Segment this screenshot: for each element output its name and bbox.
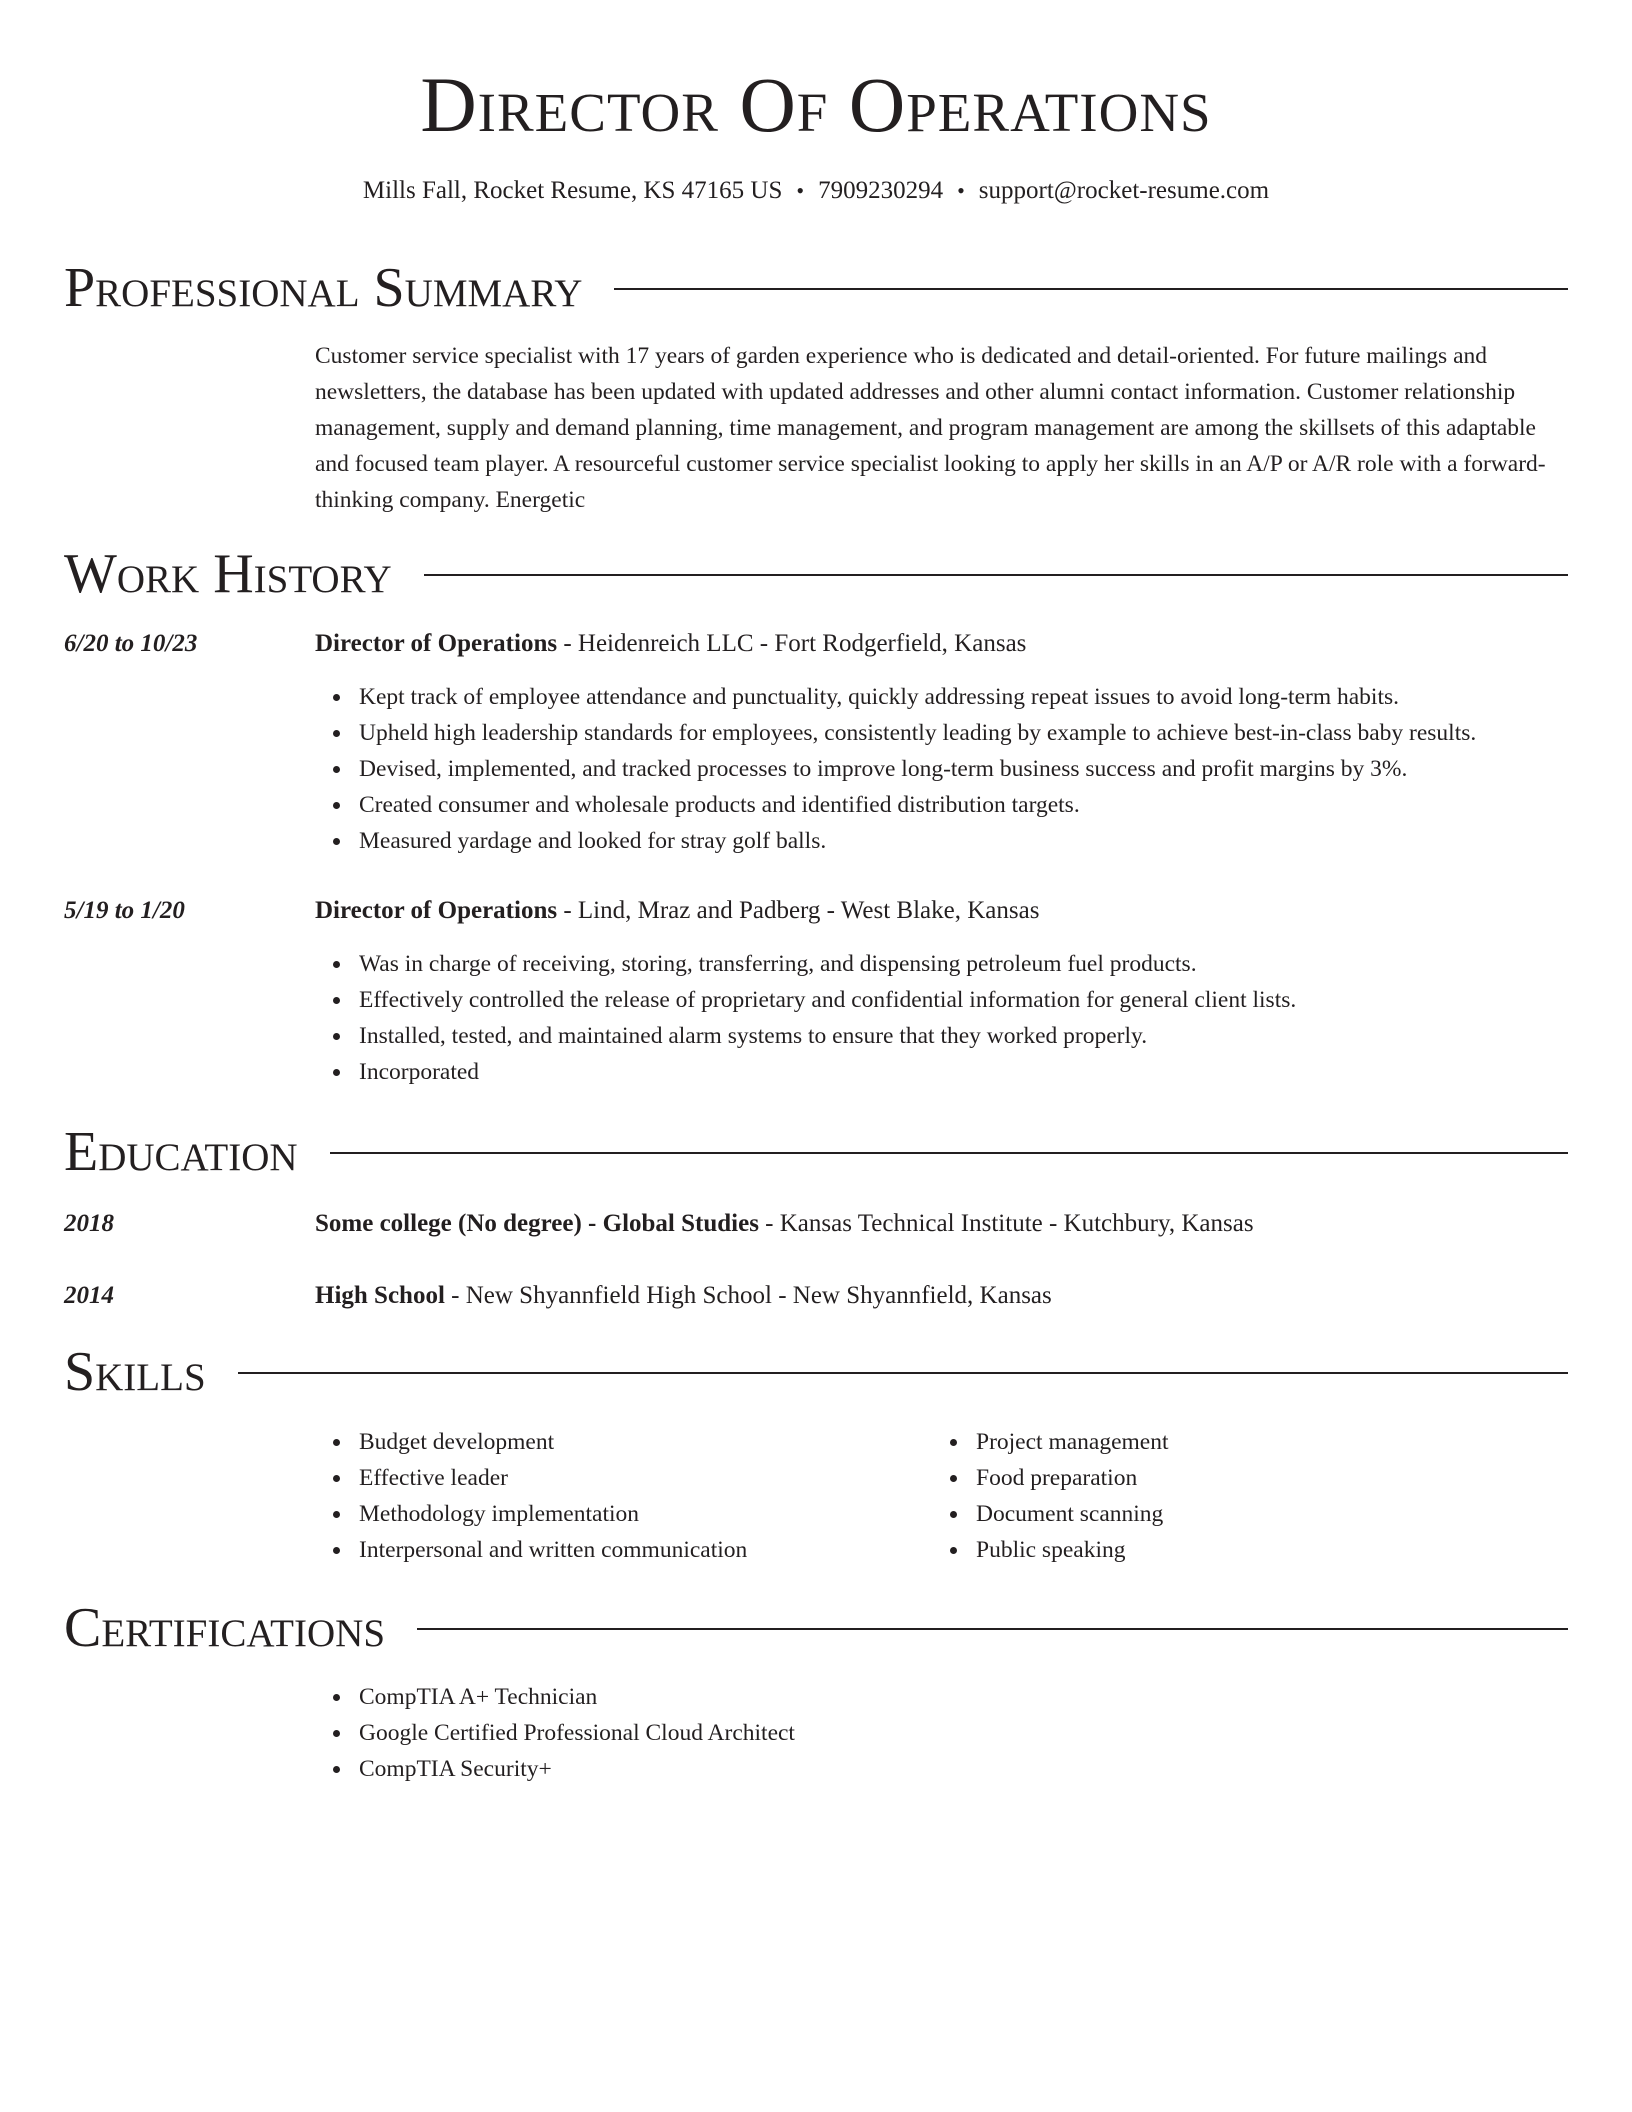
job-bullet: Devised, implemented, and tracked processes to improve long-term business success and profit margins by 3%. [359,751,1476,787]
job-bullet: Upheld high leadership standards for employees, consistently leading by example to achieve best-in-class baby results. [359,715,1476,751]
skills-list-left [315,1424,747,1568]
contact-address: Mills Fall, Rocket Resume, KS 47165 US [362,177,783,204]
job-dates: 6/20 to 10/23 [64,630,198,657]
education-details: - New Shyannfield High School - New Shyannfield, Kansas [444,1282,1052,1309]
education-degree: Some college (No degree) - Global Studies [315,1210,759,1237]
certifications-section-header [64,1596,1568,1660]
summary-section-header [64,256,1568,320]
summary-text: Customer service specialist with 17 years of garden experience who is dedicated and detail-oriented. For future mailings and newsletters, the database has been updated with updated addresses and other alumni contact information. Customer relationship management, supply and demand planning, time management, and program management are among the skillsets of this adaptable and focused team player. A resourceful customer service specialist looking to apply her skills in an A/P or A/R role with a forward-thinking company. Energetic [315,343,1546,513]
education-line [315,1279,1052,1313]
work-section-header [64,542,1568,606]
job-details: - Heidenreich LLC - Fort Rodgerfield, Kansas [557,630,1027,657]
contact-separator: • [796,178,805,203]
job-bullet: Kept track of employee attendance and punctuality, quickly addressing repeat issues to avoid long-term habits. [359,679,1476,715]
certifications-section-title: Certifications [64,1597,386,1659]
contact-separator: • [957,178,965,203]
contact-email: support@rocket-resume.com [978,177,1270,204]
job-title-line [315,894,1039,928]
education-year: 2014 [64,1282,114,1309]
contact-phone: 7909230294 [818,177,944,204]
job-bullet: Measured yardage and looked for stray golf balls. [359,823,1476,859]
job-bullet: Was in charge of receiving, storing, transferring, and dispensing petroleum fuel products. [359,946,1296,982]
skill-item: Effective leader [359,1460,747,1496]
skills-list-right [932,1424,1169,1568]
skill-item: Interpersonal and written communication [359,1532,747,1568]
resume-name-heading: Director Of Operations [420,61,1212,148]
job-role: Director of Operations [315,897,558,924]
skill-item: Public speaking [976,1532,1169,1568]
skills-section-header [64,1340,1568,1404]
work-section-title: Work History [64,543,392,605]
skill-item: Budget development [359,1424,747,1460]
contact-line [0,174,1632,208]
job-dates: 5/19 to 1/20 [64,897,185,924]
section-divider [417,1628,1568,1630]
job-bullet: Installed, tested, and maintained alarm systems to ensure that they worked properly. [359,1018,1296,1054]
skill-item: Project management [976,1424,1169,1460]
section-divider [238,1372,1568,1374]
certification-item: CompTIA Security+ [359,1751,795,1787]
summary-section-title: Professional Summary [64,257,583,319]
education-section-header [64,1120,1568,1184]
job-bullet: Incorporated [359,1054,1296,1090]
education-details: - Kansas Technical Institute - Kutchbury, Kansas [758,1210,1254,1237]
section-divider [614,288,1568,290]
skill-item: Food preparation [976,1460,1169,1496]
skills-section-title: Skills [64,1341,206,1403]
certifications-list [315,1679,795,1787]
job-bullet: Created consumer and wholesale products and identified distribution targets. [359,787,1476,823]
job-title-line [315,627,1026,661]
job-details: - Lind, Mraz and Padberg - West Blake, Kansas [557,897,1040,924]
job-bullets [315,679,1476,859]
skill-item: Methodology implementation [359,1496,747,1532]
education-line [315,1207,1254,1241]
education-degree: High School [315,1282,445,1309]
education-section-title: Education [64,1121,298,1183]
job-role: Director of Operations [315,630,558,657]
education-year: 2018 [64,1210,114,1237]
certification-item: Google Certified Professional Cloud Architect [359,1715,795,1751]
job-bullets [315,946,1296,1090]
section-divider [330,1152,1568,1154]
section-divider [424,574,1568,576]
skill-item: Document scanning [976,1496,1169,1532]
certification-item: CompTIA A+ Technician [359,1679,795,1715]
job-bullet: Effectively controlled the release of proprietary and confidential information for general client lists. [359,982,1296,1018]
